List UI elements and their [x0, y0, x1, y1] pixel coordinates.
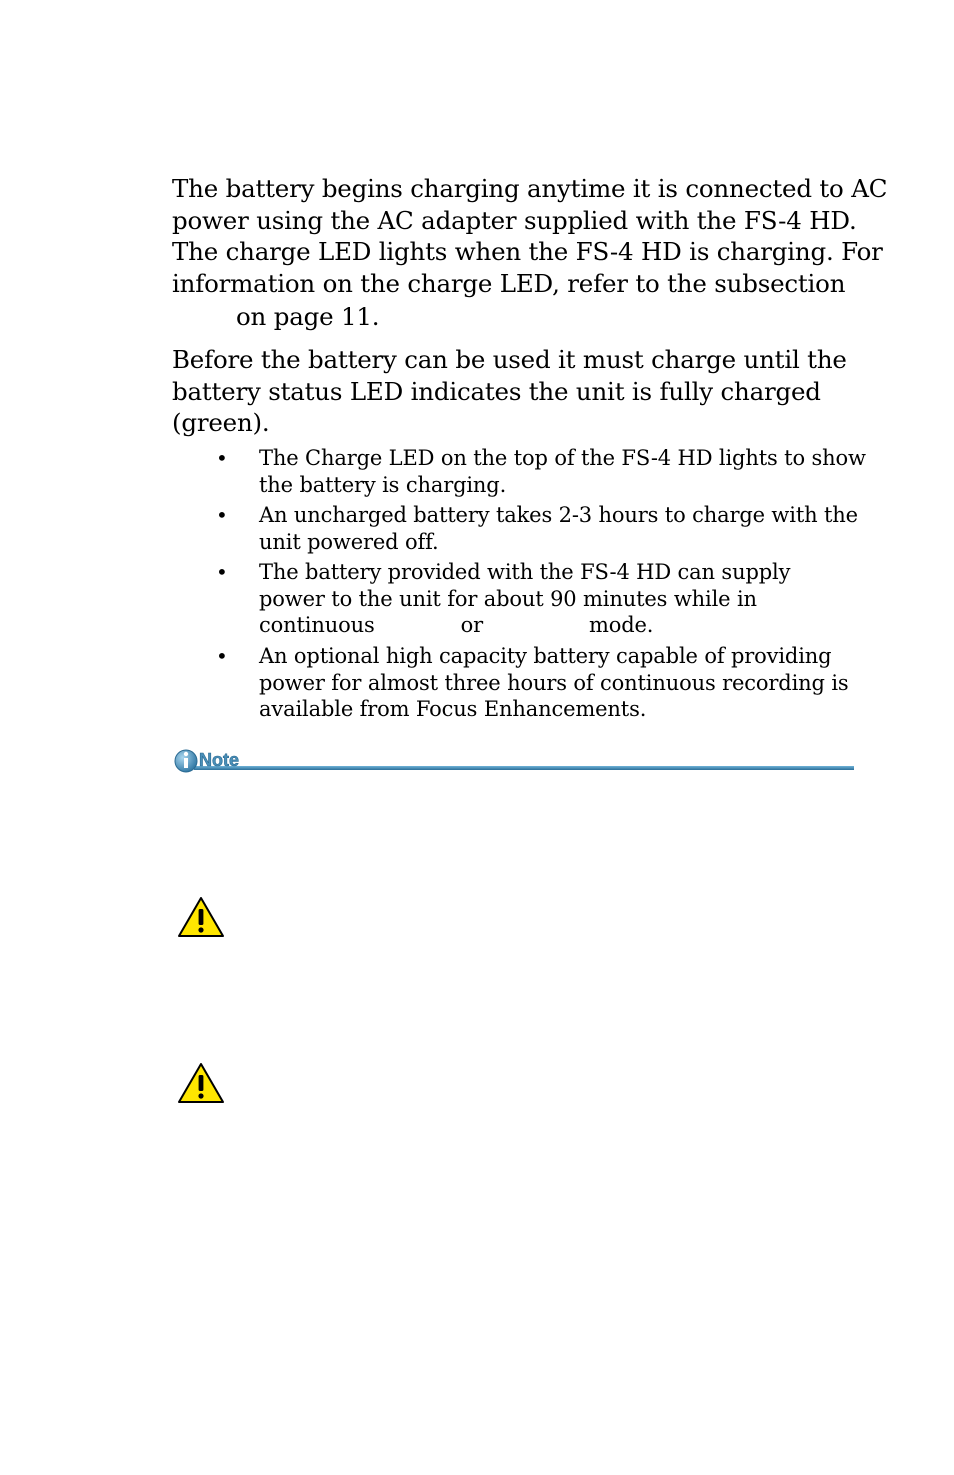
- text-line: available from Focus Enhancements.: [259, 697, 647, 721]
- text-line: An uncharged battery takes 2-3 hours to charge with the: [259, 503, 858, 527]
- note-banner-graphic: [174, 746, 854, 774]
- bullet-text: [259, 643, 849, 723]
- text-line: (green).: [172, 408, 270, 437]
- text-line: unit powered off.: [259, 529, 439, 554]
- bullet-marker: •: [216, 503, 228, 527]
- text-line: information on the charge LED, refer to the subsection: [172, 268, 846, 298]
- text-line: The charge LED lights when the FS-4 HD is charging. For: [172, 237, 883, 266]
- text-fragment: continuous: [259, 613, 375, 637]
- text-line: power for almost three hours of continuous recording is: [259, 670, 849, 695]
- bullet-text: [259, 445, 866, 498]
- bullet-marker: •: [216, 446, 228, 470]
- text-line: The battery begins charging anytime it is connected to AC: [172, 174, 888, 203]
- note-rule: [194, 766, 854, 770]
- text-line: power using the AC adapter supplied with the FS-4 HD.: [172, 205, 857, 235]
- warning-triangle-icon: [176, 895, 226, 939]
- warning-triangle-icon: [176, 1061, 226, 1105]
- bullet-marker: •: [216, 560, 228, 584]
- text-line: power to the unit for about 90 minutes while in: [259, 586, 757, 611]
- text-line: battery status LED indicates the unit is fully charged: [172, 376, 821, 406]
- info-icon: [175, 750, 197, 772]
- text-fragment: or: [460, 613, 483, 637]
- text-line: on page 11.: [236, 302, 380, 331]
- bullet-marker: •: [216, 644, 228, 668]
- paragraph-before-use: [172, 344, 862, 439]
- text-line: The battery provided with the FS-4 HD can supply: [259, 560, 791, 584]
- bullet-text: [259, 559, 790, 639]
- text-line: The Charge LED on the top of the FS-4 HD lights to show: [259, 446, 866, 470]
- note-header: [174, 746, 854, 774]
- note-label: Note: [199, 750, 239, 770]
- text-line: [259, 612, 790, 639]
- paragraph-charging-intro: [172, 173, 888, 333]
- text-line: Before the battery can be used it must charge until the: [172, 345, 847, 374]
- bullet-text: [259, 502, 858, 555]
- text-line: the battery is charging.: [259, 472, 507, 497]
- text-fragment: mode.: [588, 613, 654, 637]
- text-line: An optional high capacity battery capable of providing: [259, 644, 832, 668]
